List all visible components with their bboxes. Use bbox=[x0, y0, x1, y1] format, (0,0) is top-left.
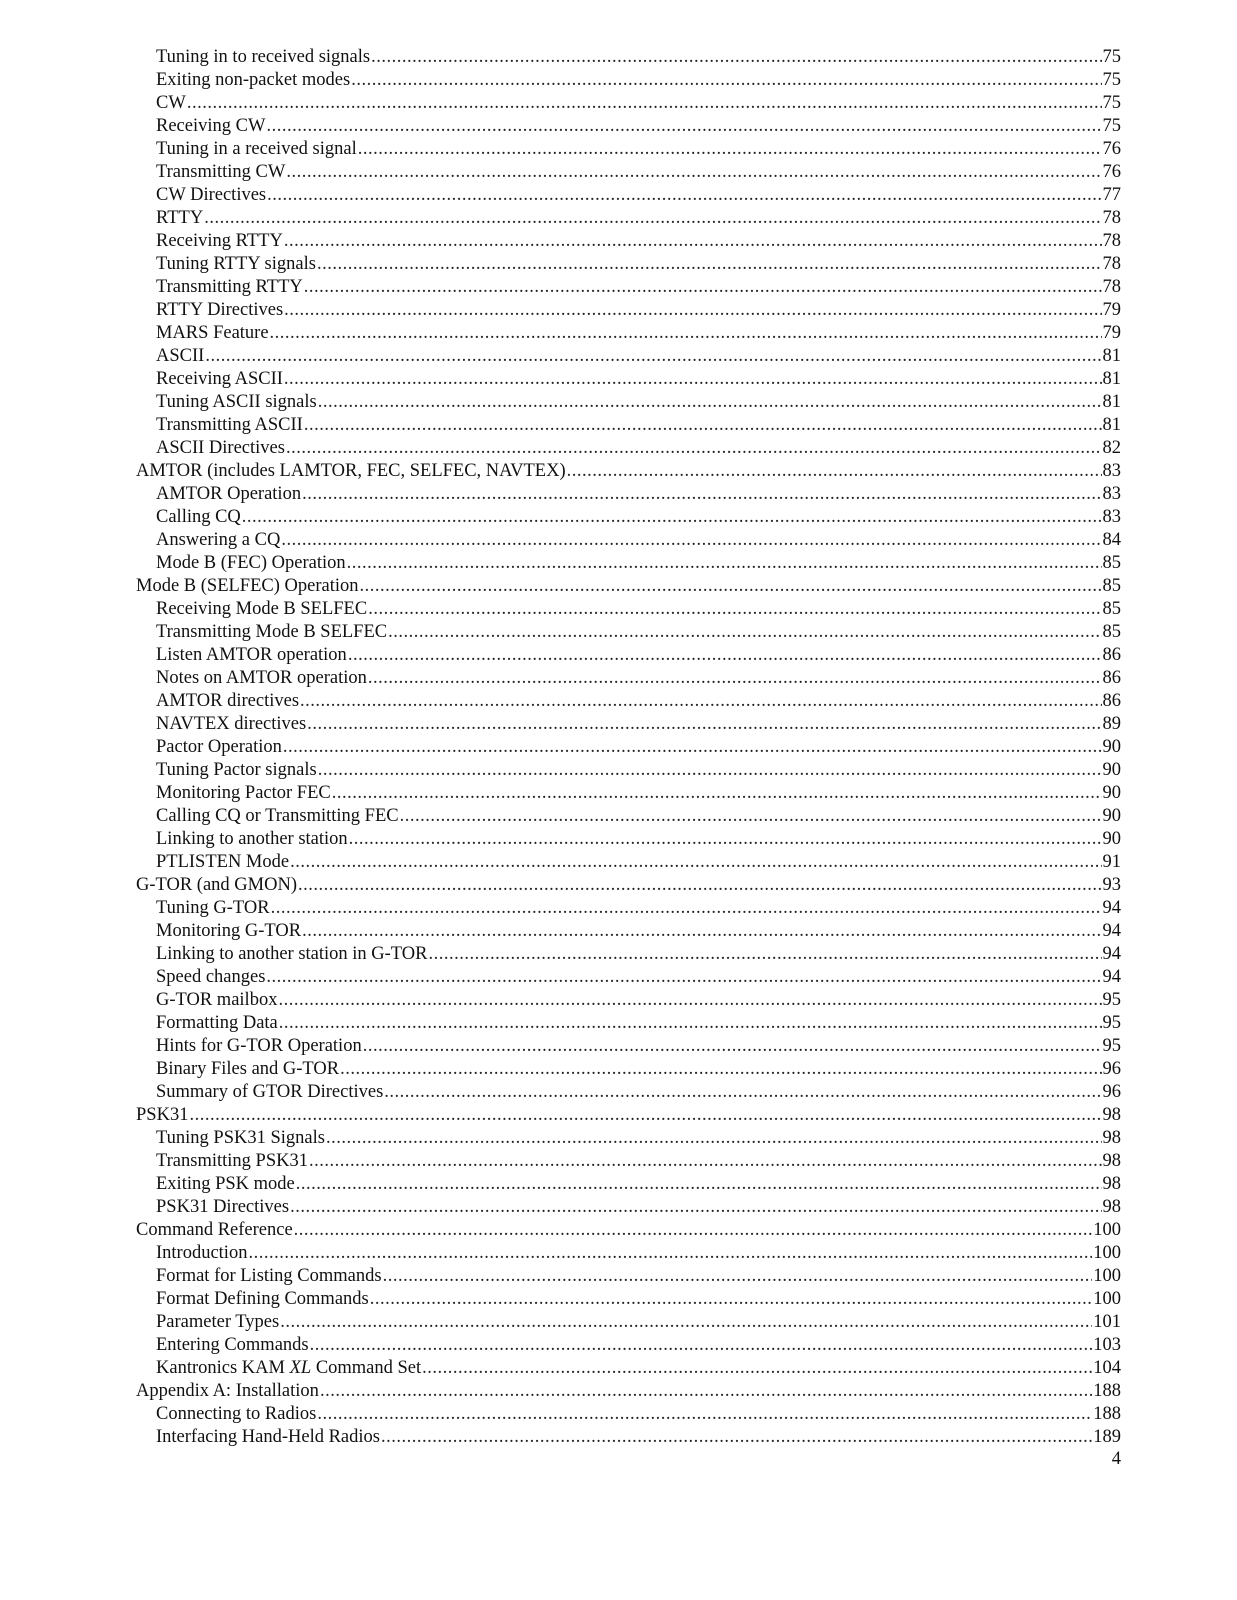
toc-entry[interactable] bbox=[136, 736, 1121, 759]
toc-dot-leader bbox=[290, 1196, 1101, 1219]
toc-entry-title: Receiving CW bbox=[156, 116, 266, 136]
toc-dot-leader bbox=[370, 1288, 1093, 1311]
toc-entry[interactable] bbox=[136, 46, 1121, 69]
toc-entry-page: 83 bbox=[1102, 507, 1121, 527]
toc-entry-page: 75 bbox=[1102, 47, 1121, 67]
toc-dot-leader bbox=[283, 736, 1102, 759]
toc-entry[interactable] bbox=[136, 529, 1121, 552]
toc-entry-title: Pactor Operation bbox=[156, 737, 282, 757]
toc-entry[interactable] bbox=[136, 391, 1121, 414]
toc-dot-leader bbox=[286, 437, 1102, 460]
toc-entry[interactable] bbox=[136, 69, 1121, 92]
toc-entry-page: 83 bbox=[1102, 484, 1121, 504]
toc-entry-page: 98 bbox=[1102, 1197, 1121, 1217]
toc-entry[interactable] bbox=[136, 1288, 1121, 1311]
toc-dot-leader bbox=[360, 575, 1102, 598]
toc-entry-title: AMTOR directives bbox=[156, 691, 300, 711]
toc-entry-page: 75 bbox=[1102, 116, 1121, 136]
toc-entry-page: 90 bbox=[1102, 760, 1121, 780]
toc-entry-page: 76 bbox=[1102, 139, 1121, 159]
toc-entry[interactable] bbox=[136, 1104, 1121, 1127]
toc-entry[interactable] bbox=[136, 253, 1121, 276]
toc-entry-page: 76 bbox=[1102, 162, 1121, 182]
toc-dot-leader bbox=[384, 1081, 1101, 1104]
toc-dot-leader bbox=[304, 414, 1102, 437]
toc-entry-title: Kantronics KAM XL Command Set bbox=[156, 1358, 422, 1378]
toc-entry[interactable] bbox=[136, 299, 1121, 322]
toc-entry-title: Linking to another station bbox=[156, 829, 348, 849]
toc-entry[interactable] bbox=[136, 1334, 1121, 1357]
toc-entry-title: Tuning PSK31 Signals bbox=[156, 1128, 325, 1148]
toc-entry-page: 100 bbox=[1093, 1266, 1121, 1286]
toc-entry-title: CW bbox=[156, 93, 186, 113]
toc-dot-leader bbox=[302, 920, 1101, 943]
toc-entry[interactable] bbox=[136, 1403, 1121, 1426]
toc-entry[interactable] bbox=[136, 874, 1121, 897]
toc-entry-page: 95 bbox=[1102, 1036, 1121, 1056]
toc-dot-leader bbox=[318, 759, 1102, 782]
toc-entry-page: 75 bbox=[1102, 93, 1121, 113]
toc-dot-leader bbox=[248, 1242, 1092, 1265]
toc-entry-page: 188 bbox=[1093, 1381, 1121, 1401]
toc-entry-title: Tuning ASCII signals bbox=[156, 392, 317, 412]
toc-dot-leader bbox=[205, 345, 1101, 368]
toc-entry-page: 94 bbox=[1102, 967, 1121, 987]
page-number: 4 bbox=[1111, 1449, 1121, 1469]
toc-dot-leader bbox=[317, 1403, 1092, 1426]
toc-dot-leader bbox=[320, 1380, 1092, 1403]
toc-dot-leader bbox=[388, 621, 1101, 644]
toc-entry-title: Interfacing Hand-Held Radios bbox=[156, 1427, 380, 1447]
toc-entry-page: 79 bbox=[1102, 323, 1121, 343]
toc-entry-title: Monitoring Pactor FEC bbox=[156, 783, 331, 803]
toc-entry-page: 85 bbox=[1102, 599, 1121, 619]
toc-dot-leader bbox=[271, 897, 1102, 920]
toc-entry[interactable] bbox=[136, 1127, 1121, 1150]
toc-entry-title: Calling CQ bbox=[156, 507, 241, 527]
toc-entry[interactable] bbox=[136, 138, 1121, 161]
toc-entry-page: 103 bbox=[1093, 1335, 1121, 1355]
toc-dot-leader bbox=[349, 828, 1102, 851]
toc-entry[interactable] bbox=[136, 897, 1121, 920]
toc-entry-title: Parameter Types bbox=[156, 1312, 280, 1332]
toc-dot-leader bbox=[310, 1334, 1093, 1357]
toc-entry-page: 82 bbox=[1102, 438, 1121, 458]
toc-entry-title: Tuning Pactor signals bbox=[156, 760, 317, 780]
toc-entry-title: Appendix A: Installation bbox=[136, 1381, 319, 1401]
toc-dot-leader bbox=[266, 115, 1101, 138]
toc-entry-title: Notes on AMTOR operation bbox=[156, 668, 367, 688]
toc-entry-page: 94 bbox=[1102, 944, 1121, 964]
toc-entry[interactable] bbox=[136, 989, 1121, 1012]
toc-dot-leader bbox=[422, 1357, 1092, 1380]
toc-entry-page: 81 bbox=[1102, 392, 1121, 412]
toc-entry-title: Tuning in to received signals bbox=[156, 47, 371, 67]
toc-dot-leader bbox=[347, 552, 1102, 575]
toc-entry[interactable] bbox=[136, 161, 1121, 184]
toc-entry-title: Linking to another station in G-TOR bbox=[156, 944, 428, 964]
toc-entry-title: Format Defining Commands bbox=[156, 1289, 369, 1309]
toc-entry-page: 85 bbox=[1102, 576, 1121, 596]
toc-dot-leader bbox=[204, 207, 1101, 230]
toc-dot-leader bbox=[309, 1150, 1102, 1173]
toc-dot-leader bbox=[368, 667, 1102, 690]
toc-entry[interactable] bbox=[136, 782, 1121, 805]
toc-dot-leader bbox=[189, 1104, 1101, 1127]
toc-dot-leader bbox=[383, 1265, 1093, 1288]
toc-entry[interactable] bbox=[136, 460, 1121, 483]
toc-entry-title: Exiting non-packet modes bbox=[156, 70, 351, 90]
toc-dot-leader bbox=[567, 460, 1102, 483]
toc-entry[interactable] bbox=[136, 1219, 1121, 1242]
toc-entry[interactable] bbox=[136, 644, 1121, 667]
toc-entry[interactable] bbox=[136, 1426, 1121, 1449]
toc-dot-leader bbox=[284, 368, 1102, 391]
toc-dot-leader bbox=[298, 874, 1102, 897]
toc-dot-leader bbox=[281, 529, 1101, 552]
toc-dot-leader bbox=[351, 69, 1101, 92]
toc-entry-page: 85 bbox=[1102, 553, 1121, 573]
toc-entry-page: 90 bbox=[1102, 829, 1121, 849]
toc-entry[interactable] bbox=[136, 1173, 1121, 1196]
toc-dot-leader bbox=[307, 713, 1101, 736]
toc-entry[interactable] bbox=[136, 1012, 1121, 1035]
toc-entry-title: AMTOR Operation bbox=[156, 484, 302, 504]
toc-entry-title: G-TOR (and GMON) bbox=[136, 875, 297, 895]
toc-entry[interactable] bbox=[136, 368, 1121, 391]
toc-entry[interactable] bbox=[136, 207, 1121, 230]
toc-entry-page: 90 bbox=[1102, 737, 1121, 757]
toc-entry[interactable] bbox=[136, 1380, 1121, 1403]
toc-entry-title: Tuning G-TOR bbox=[156, 898, 270, 918]
toc-dot-leader bbox=[340, 1058, 1101, 1081]
toc-entry-title: CW Directives bbox=[156, 185, 267, 205]
toc-entry-title: PSK31 bbox=[136, 1105, 189, 1125]
toc-dot-leader bbox=[284, 230, 1102, 253]
toc-entry[interactable] bbox=[136, 1196, 1121, 1219]
toc-entry-page: 98 bbox=[1102, 1174, 1121, 1194]
toc-entry[interactable] bbox=[136, 414, 1121, 437]
toc-entry[interactable] bbox=[136, 1035, 1121, 1058]
toc-entry-page: 86 bbox=[1102, 668, 1121, 688]
toc-entry-page: 90 bbox=[1102, 806, 1121, 826]
toc-entry-title: Answering a CQ bbox=[156, 530, 281, 550]
toc-entry-title: Exiting PSK mode bbox=[156, 1174, 295, 1194]
toc-dot-leader bbox=[348, 644, 1102, 667]
toc-entry-title: G-TOR mailbox bbox=[156, 990, 278, 1010]
toc-entry-title: Receiving RTTY bbox=[156, 231, 283, 251]
toc-entry-title: Binary Files and G-TOR bbox=[156, 1059, 340, 1079]
toc-entry[interactable] bbox=[136, 966, 1121, 989]
toc-entry[interactable] bbox=[136, 621, 1121, 644]
toc-entry[interactable] bbox=[136, 276, 1121, 299]
toc-entry-title: PSK31 Directives bbox=[156, 1197, 290, 1217]
toc-entry[interactable] bbox=[136, 920, 1121, 943]
toc-entry[interactable] bbox=[136, 184, 1121, 207]
toc-entry-page: 189 bbox=[1093, 1427, 1121, 1447]
toc-dot-leader bbox=[290, 851, 1101, 874]
toc-entry-title: Format for Listing Commands bbox=[156, 1266, 382, 1286]
toc-entry-page: 75 bbox=[1102, 70, 1121, 90]
toc-entry-page: 86 bbox=[1102, 691, 1121, 711]
toc-entry-title: Summary of GTOR Directives bbox=[156, 1082, 384, 1102]
toc-entry-title: ASCII bbox=[156, 346, 205, 366]
toc-entry-title: Transmitting Mode B SELFEC bbox=[156, 622, 388, 642]
toc-entry-title: Calling CQ or Transmitting FEC bbox=[156, 806, 399, 826]
toc-entry-page: 81 bbox=[1102, 415, 1121, 435]
toc-entry[interactable] bbox=[136, 115, 1121, 138]
toc-entry-page: 101 bbox=[1093, 1312, 1121, 1332]
toc-dot-leader bbox=[278, 989, 1101, 1012]
toc-entry-title: Introduction bbox=[156, 1243, 248, 1263]
toc-dot-leader bbox=[300, 690, 1101, 713]
toc-dot-leader bbox=[304, 276, 1102, 299]
toc-entry-title: PTLISTEN Mode bbox=[156, 852, 290, 872]
toc-entry[interactable] bbox=[136, 506, 1121, 529]
toc-entry-title: Hints for G-TOR Operation bbox=[156, 1036, 362, 1056]
toc-entry-title: Formatting Data bbox=[156, 1013, 278, 1033]
toc-entry-title: Transmitting CW bbox=[156, 162, 286, 182]
toc-entry[interactable] bbox=[136, 322, 1121, 345]
toc-entry-title: Transmitting RTTY bbox=[156, 277, 303, 297]
toc-entry-page: 78 bbox=[1102, 254, 1121, 274]
toc-entry-title: RTTY Directives bbox=[156, 300, 284, 320]
toc-entry[interactable] bbox=[136, 575, 1121, 598]
toc-entry[interactable] bbox=[136, 1311, 1121, 1334]
toc-entry-page: 78 bbox=[1102, 277, 1121, 297]
toc-entry[interactable] bbox=[136, 713, 1121, 736]
toc-entry[interactable] bbox=[136, 1265, 1121, 1288]
toc-entry[interactable] bbox=[136, 483, 1121, 506]
toc-dot-leader bbox=[270, 322, 1102, 345]
toc-entry-page: 91 bbox=[1102, 852, 1121, 872]
toc-entry-page: 104 bbox=[1093, 1358, 1121, 1378]
toc-entry-page: 98 bbox=[1102, 1151, 1121, 1171]
toc-entry[interactable] bbox=[136, 759, 1121, 782]
toc-entry-title: ASCII Directives bbox=[156, 438, 285, 458]
toc-dot-leader bbox=[318, 391, 1102, 414]
toc-dot-leader bbox=[400, 805, 1102, 828]
table-of-contents bbox=[136, 46, 1121, 1449]
toc-entry-page: 89 bbox=[1102, 714, 1121, 734]
toc-entry[interactable] bbox=[136, 598, 1121, 621]
toc-dot-leader bbox=[284, 299, 1101, 322]
toc-entry-page: 95 bbox=[1102, 1013, 1121, 1033]
toc-entry-title: NAVTEX directives bbox=[156, 714, 307, 734]
toc-dot-leader bbox=[363, 1035, 1102, 1058]
toc-entry-page: 100 bbox=[1093, 1243, 1121, 1263]
toc-entry-page: 79 bbox=[1102, 300, 1121, 320]
toc-entry-title: Mode B (FEC) Operation bbox=[156, 553, 346, 573]
toc-entry[interactable] bbox=[136, 805, 1121, 828]
toc-dot-leader bbox=[242, 506, 1102, 529]
toc-entry-page: 84 bbox=[1102, 530, 1121, 550]
toc-dot-leader bbox=[381, 1426, 1092, 1449]
toc-dot-leader bbox=[326, 1127, 1102, 1150]
toc-entry-title: AMTOR (includes LAMTOR, FEC, SELFEC, NAVTEX) bbox=[136, 461, 566, 481]
toc-entry[interactable] bbox=[136, 1058, 1121, 1081]
toc-entry[interactable] bbox=[136, 1081, 1121, 1104]
toc-entry-title: Tuning in a received signal bbox=[156, 139, 357, 159]
toc-entry[interactable] bbox=[136, 1357, 1121, 1380]
toc-entry[interactable] bbox=[136, 345, 1121, 368]
toc-dot-leader bbox=[280, 1311, 1092, 1334]
toc-entry-page: 81 bbox=[1102, 346, 1121, 366]
toc-entry[interactable] bbox=[136, 230, 1121, 253]
toc-entry-title: Speed changes bbox=[156, 967, 266, 987]
toc-entry-title: Transmitting ASCII bbox=[156, 415, 303, 435]
toc-dot-leader bbox=[266, 966, 1101, 989]
toc-dot-leader bbox=[428, 943, 1101, 966]
toc-entry-page: 100 bbox=[1093, 1289, 1121, 1309]
toc-entry-page: 94 bbox=[1102, 921, 1121, 941]
toc-entry[interactable] bbox=[136, 851, 1121, 874]
toc-entry-page: 96 bbox=[1102, 1082, 1121, 1102]
toc-entry-title: MARS Feature bbox=[156, 323, 269, 343]
toc-entry-page: 78 bbox=[1102, 208, 1121, 228]
toc-dot-leader bbox=[279, 1012, 1102, 1035]
toc-entry-page: 96 bbox=[1102, 1059, 1121, 1079]
toc-entry-page: 98 bbox=[1102, 1128, 1121, 1148]
toc-entry-page: 95 bbox=[1102, 990, 1121, 1010]
toc-entry-title: RTTY bbox=[156, 208, 204, 228]
toc-entry-page: 77 bbox=[1102, 185, 1121, 205]
toc-entry-page: 81 bbox=[1102, 369, 1121, 389]
toc-dot-leader bbox=[368, 598, 1101, 621]
toc-entry-page: 86 bbox=[1102, 645, 1121, 665]
toc-entry-title: Monitoring G-TOR bbox=[156, 921, 302, 941]
toc-entry-title: Receiving ASCII bbox=[156, 369, 283, 389]
toc-entry[interactable] bbox=[136, 690, 1121, 713]
toc-entry[interactable] bbox=[136, 552, 1121, 575]
toc-entry[interactable] bbox=[136, 92, 1121, 115]
toc-entry-page: 83 bbox=[1102, 461, 1121, 481]
toc-entry-title: Connecting to Radios bbox=[156, 1404, 317, 1424]
toc-dot-leader bbox=[302, 483, 1101, 506]
toc-entry-page: 188 bbox=[1093, 1404, 1121, 1424]
toc-entry-page: 85 bbox=[1102, 622, 1121, 642]
toc-dot-leader bbox=[286, 161, 1101, 184]
toc-entry-title: Receiving Mode B SELFEC bbox=[156, 599, 368, 619]
toc-entry[interactable] bbox=[136, 1242, 1121, 1265]
toc-dot-leader bbox=[296, 1173, 1102, 1196]
toc-entry-page: 100 bbox=[1093, 1220, 1121, 1240]
toc-entry-title: Mode B (SELFEC) Operation bbox=[136, 576, 359, 596]
toc-dot-leader bbox=[317, 253, 1102, 276]
toc-entry-title: Entering Commands bbox=[156, 1335, 309, 1355]
toc-entry-page: 90 bbox=[1102, 783, 1121, 803]
toc-entry-title: Command Reference bbox=[136, 1220, 293, 1240]
toc-dot-leader bbox=[294, 1219, 1093, 1242]
toc-entry[interactable] bbox=[136, 437, 1121, 460]
toc-dot-leader bbox=[267, 184, 1101, 207]
toc-dot-leader bbox=[371, 46, 1101, 69]
toc-entry-title: Tuning RTTY signals bbox=[156, 254, 316, 274]
toc-entry-page: 94 bbox=[1102, 898, 1121, 918]
toc-entry-title: Listen AMTOR operation bbox=[156, 645, 347, 665]
toc-dot-leader bbox=[358, 138, 1102, 161]
toc-entry-page: 78 bbox=[1102, 231, 1121, 251]
toc-entry[interactable] bbox=[136, 943, 1121, 966]
toc-dot-leader bbox=[187, 92, 1102, 115]
toc-entry-title: Transmitting PSK31 bbox=[156, 1151, 308, 1171]
toc-entry-page: 98 bbox=[1102, 1105, 1121, 1125]
toc-entry[interactable] bbox=[136, 828, 1121, 851]
toc-dot-leader bbox=[332, 782, 1102, 805]
toc-entry[interactable] bbox=[136, 1150, 1121, 1173]
toc-entry[interactable] bbox=[136, 667, 1121, 690]
toc-entry-page: 93 bbox=[1102, 875, 1121, 895]
